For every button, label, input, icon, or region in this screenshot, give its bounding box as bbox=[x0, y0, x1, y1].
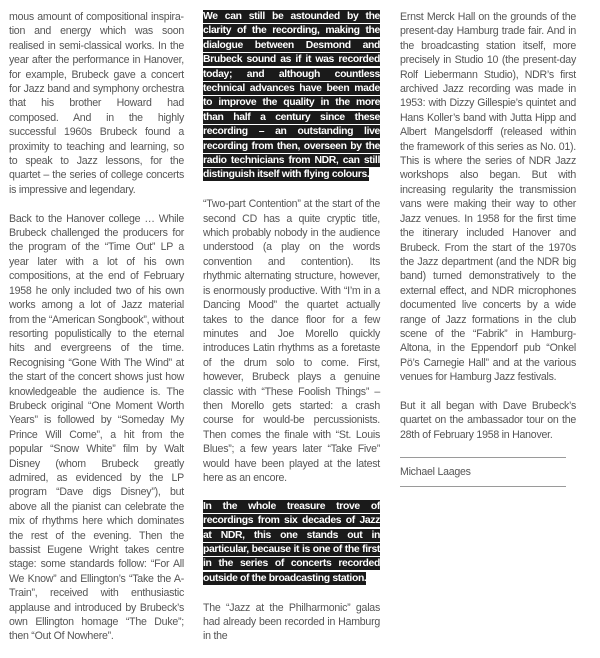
pull-quote-clarity-text: We can still be astounded by the clarity of the recording, making the dialogue between Desmond and Brubeck sound as if it was recorded today; and although countless technical advances have been made to improve the quality in the more than half a century since these recording – an outstanding live recording from then, overseen by the radio technicians from NDR, can still distinguish itself with flying colours. bbox=[203, 11, 380, 181]
author-rule-top bbox=[400, 457, 566, 458]
column-left bbox=[9, 10, 184, 658]
pull-quote-treasure-trove-text: In the whole treasure trove of recordings from six decades of Jazz at NDR, this one stands out in particular, because it is one of the first in the series of concerts recorded outside of the broadcasting station. bbox=[203, 500, 380, 584]
paragraph-jazz-at-philharmonic: The “Jazz at the Philharmonic” galas had already been recorded in Hamburg in the bbox=[203, 601, 380, 643]
column-right bbox=[400, 10, 576, 487]
author-name: Michael Laages bbox=[400, 465, 471, 478]
pull-quote-clarity bbox=[203, 10, 380, 183]
paragraph-ernst-merck-hall: Ernst Merck Hall on the grounds of the present-day Hamburg trade fair. And in the broadcasting station itself, more precisely in Studio 10 (the present-day Rolf Liebermann Studio), NDR’s first archived Jazz recording was made in 1953: with Dizzy Gillespie’s quintet and Hans Koller’s band with Jutta Hipp and Albert Mangelsdorff (released within the framework of this series as No. 01). This is where the series of NDR Jazz workshops also began. But with increasing regularity the transmission vans were making their way to other Jazz venues. In 1958 for the first time the itinerary included Hanover and Brubeck. From the start of the 1970s the Jazz department (and the NDR big band) turned demonstratively to the external effect, and NDR microphones documented live concerts by a wide range of Jazz formations in the club scene of the “Fabrik” in Hamburg-Altona, in the Eppendorf pub “Onkel Pö’s Carnegie Hall” and at the various venues for Hamburg Jazz festivals. bbox=[400, 11, 576, 384]
column-middle bbox=[203, 10, 380, 658]
paragraph-ambassador-tour: But it all began with Dave Brubeck’s quartet on the ambassador tour on the 28th of February 1958 in Hanover. bbox=[400, 399, 576, 441]
paragraph-composition: mous amount of compositional inspiration and energy which was soon realised in semi-classical works. In the year after the performance in Hanover, for example, Brubeck gave a concert for Jazz band and symphony orchestra that his brother Howard had composed. And in the highly successful 1960s Brubeck found a proximity to teaching and learning, so to speak to Jazz lessons, for the quartet – the series of college concerts is impressive and legendary. bbox=[9, 11, 184, 196]
paragraph-hanover-college: Back to the Hanover college … While Brubeck challenged the producers for the program of the “Time Out” LP a year later with a lot of his own compositions, at the end of February 1958 he only included two of his own works among a lot of Jazz material from the “American Songbook”, without resorting populistically to the eternal hits and evergreens of the time. Recognising “Gone With The Wind” at the start of the concert shows just how knowledgeable the audience is. The Brubeck original “One Moment Worth Years” is followed by “Someday My Prince Will Come”, a hit from the popular “Snow White” film by Walt Disney (whom Brubeck greatly admired, as evidenced by the LP program “Dave digs Disney”), but above all the pianist can celebrate the mix of rhythms here which dominates the rest of the evening. Then the bassist Eugene Wright takes centre stage: some standards follow: “For All We Know” and Ellington’s “Take the A-Train”, received with enthusiastic applause and introduced by Brubeck’s own Ellington homage “The Duke”; then “Out Of Nowhere”. bbox=[9, 212, 184, 643]
pull-quote-treasure-trove bbox=[203, 500, 380, 586]
paragraph-two-part-contention: “Two-part Contention” at the start of the second CD has a quite cryptic title, which probably nobody in the audience understood (a play on the words convention and contention). Its rhythmic alternating structure, however, is enormously productive. With “I’m in a Dancing Mood” the quartet actually takes to the dance floor for a few minutes and Joe Morello quickly introduces Latin rhythms as a foretaste of the drum solo to come. First, however, Brubeck plays a genuine classic with “These Foolish Things” – then Morello gets started: a crash course for would-be percussionists. Then comes the finale with “St. Louis Blues”; a few years later “Take Five” would have been played at the latest here as an encore. bbox=[203, 198, 380, 484]
author-rule-bottom bbox=[400, 486, 566, 487]
